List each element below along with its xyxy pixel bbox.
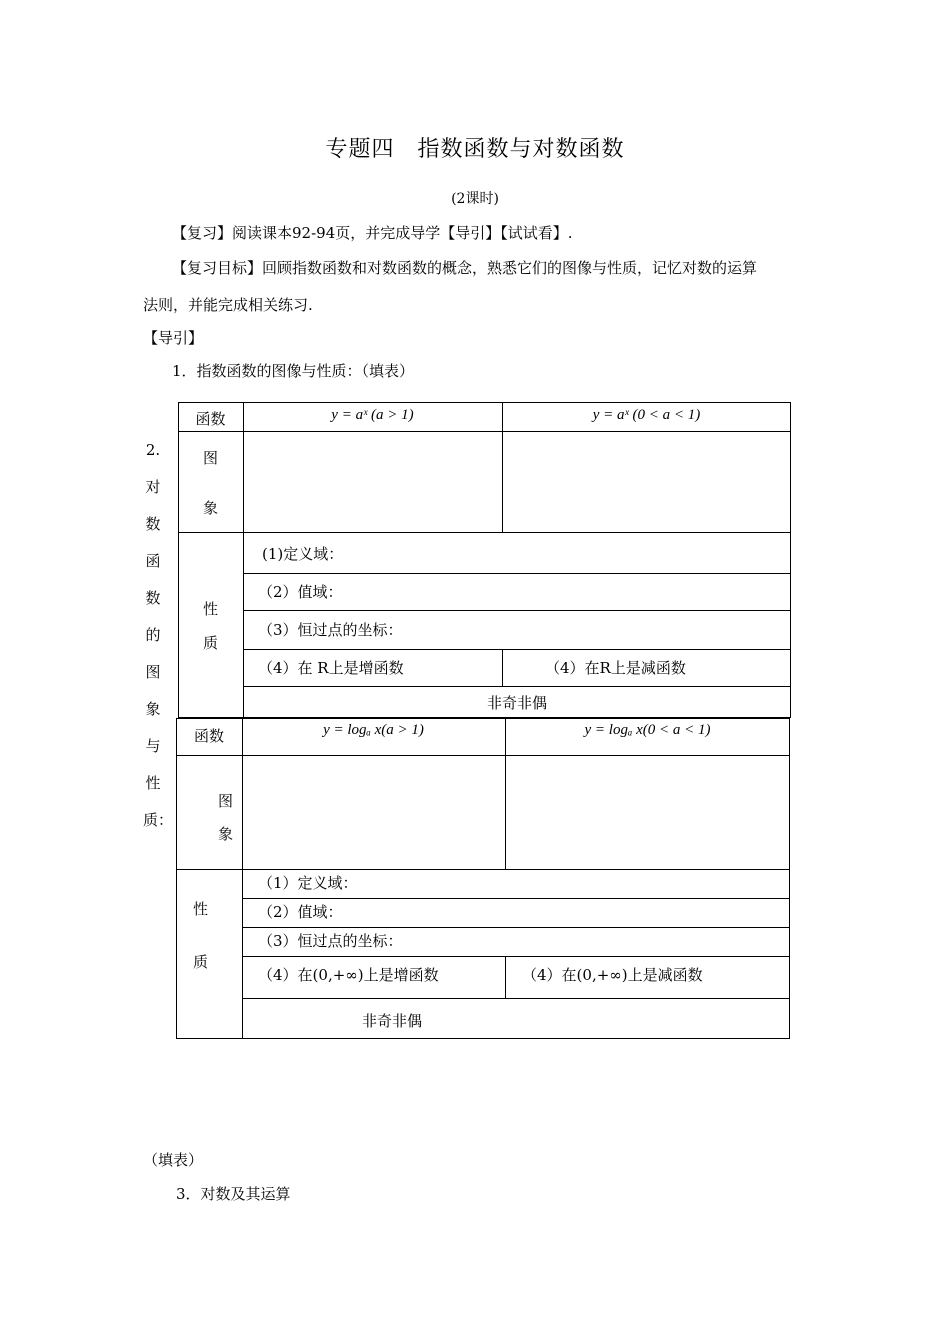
exp-graph-char-2: 象 [202, 499, 218, 517]
log-increasing-text: （4）在(0,+∞)上是增函数 [258, 966, 439, 984]
exp-func-a-lt-1: y = aˣ (0 < a < 1) [592, 407, 701, 423]
vertical-char: 质： [143, 811, 174, 829]
exp-graph-cell-2[interactable] [503, 432, 790, 532]
log-prop-char-1: 性 [193, 900, 209, 918]
exp-domain-field[interactable]: (1)定义域： [262, 545, 344, 563]
exp-graph-char-1: 图 [202, 449, 218, 467]
exp-func-a-gt-1: y = aˣ (a > 1) [331, 407, 414, 423]
log-parity-text: 非奇非偶 [362, 1012, 423, 1030]
log-graph-char-1: 图 [218, 792, 234, 810]
log-func-a-lt-1: y = logₐ x(0 < a < 1) [584, 722, 711, 738]
exp-decreasing-text: （4）在R上是减函数 [545, 659, 686, 677]
exp-range-field[interactable]: （2）值域： [258, 583, 343, 601]
item-3: 3．对数及其运算 [176, 1185, 291, 1203]
log-graph-cell-1[interactable] [243, 756, 505, 869]
fill-note: （填表） [143, 1151, 204, 1169]
log-graph-char-2: 象 [218, 825, 234, 843]
log-fixed-point-field[interactable]: （3）恒过点的坐标： [258, 932, 403, 950]
log-range-field[interactable]: （2）值域： [258, 903, 343, 921]
vertical-char: 的 [145, 626, 161, 644]
page-title: 专题四 指数函数与对数函数 [325, 137, 625, 162]
exp-fixed-point-field[interactable]: （3）恒过点的坐标： [258, 621, 403, 639]
guide-heading: 【导引】 [143, 329, 204, 347]
vertical-char: 数 [145, 589, 161, 607]
exp-header-label: 函数 [195, 410, 226, 428]
log-header-label: 函数 [193, 727, 224, 745]
vertical-char: 与 [145, 737, 161, 755]
item-2-vertical-text [143, 432, 174, 839]
log-func-a-gt-1: y = logₐ x(a > 1) [323, 722, 424, 738]
log-domain-field[interactable]: （1）定义域： [258, 874, 358, 892]
log-prop-char-2: 质 [193, 953, 209, 971]
exp-prop-char-2: 质 [202, 634, 218, 652]
item-1: 1．指数函数的图像与性质：（填表） [172, 362, 415, 380]
goal-line-2: 法则，并能完成相关练习. [143, 296, 313, 314]
subtitle: (2课时) [451, 191, 499, 207]
vertical-char: 数 [145, 515, 161, 533]
vertical-char: 函 [145, 552, 161, 570]
review-line: 【复习】阅读课本92-94页，并完成导学【导引】【试试看】. [172, 224, 573, 242]
vertical-char: 象 [145, 700, 161, 718]
vertical-char: 性 [145, 774, 161, 792]
vertical-char: 对 [145, 478, 161, 496]
exp-parity-text: 非奇非偶 [486, 694, 547, 712]
log-graph-cell-2[interactable] [506, 756, 789, 869]
goal-line-1: 【复习目标】回顾指数函数和对数函数的概念，熟悉它们的图像与性质，记忆对数的运算 [172, 259, 758, 277]
vertical-char: 2. [145, 441, 161, 459]
vertical-char: 图 [145, 663, 161, 681]
exp-increasing-text: （4）在 R上是增函数 [258, 659, 404, 677]
exp-prop-char-1: 性 [202, 600, 218, 618]
log-decreasing-text: （4）在(0,+∞)上是减函数 [522, 966, 703, 984]
exp-graph-cell-1[interactable] [244, 432, 502, 532]
